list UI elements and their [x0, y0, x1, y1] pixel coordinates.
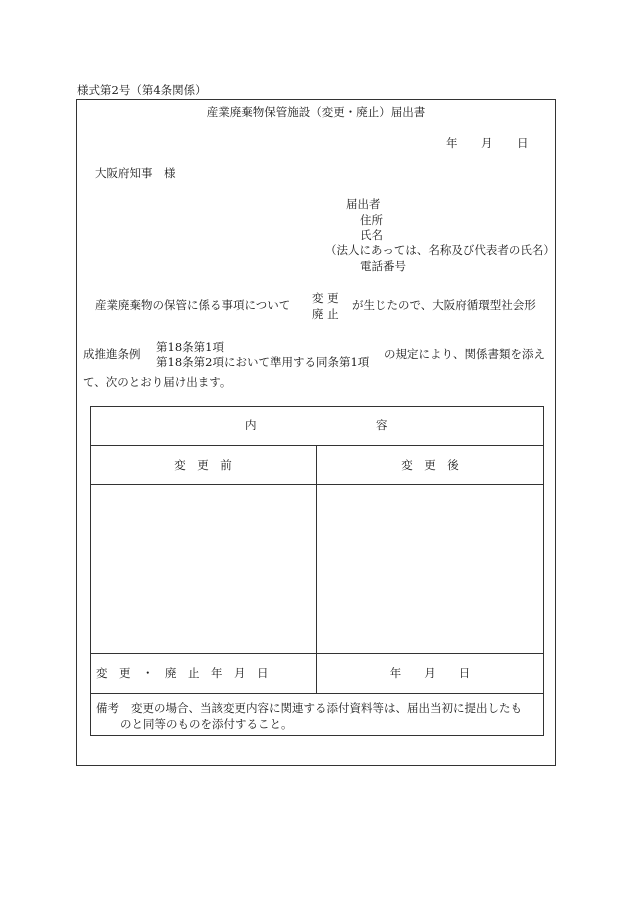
- notifier-address-label: 住所: [360, 213, 383, 227]
- form-number: 様式第2号（第4条関係）: [77, 83, 207, 97]
- change-abolish-date-value: 年 月 日: [389, 666, 471, 680]
- remarks-label: 備考: [96, 701, 119, 715]
- choice-change: 変 更: [312, 291, 339, 305]
- change-abolish-date-label: 変 更 ・ 廃 止 年 月 日: [96, 666, 269, 680]
- body-line3: て、次のとおり届け出ます。: [83, 375, 232, 389]
- after-change-cell[interactable]: [317, 485, 543, 652]
- date-day: 日: [517, 136, 529, 150]
- date-year: 年: [446, 136, 458, 150]
- notifier-phone-label: 電話番号: [360, 259, 406, 273]
- notifier-name-label: 氏名: [360, 228, 383, 242]
- notifier-corporate-note: （法人にあっては、名称及び代表者の氏名）: [325, 243, 555, 257]
- table-divider: [90, 693, 544, 694]
- body-line2-prefix: 成推進条例: [83, 347, 141, 361]
- body-line1-prefix: 産業廃棄物の保管に係る事項について: [95, 298, 291, 312]
- after-change-header: 変 更 後: [401, 458, 459, 472]
- article-option-2: 第18条第2項において準用する同条第1項: [156, 355, 370, 369]
- before-change-header: 変 更 前: [174, 458, 232, 472]
- body-line2-suffix: の規定により、関係書類を添え: [384, 347, 545, 361]
- choice-abolish: 廃 止: [312, 307, 339, 321]
- table-divider: [90, 445, 544, 446]
- remarks-line1: 変更の場合、当該変更内容に関連する添付資料等は、届出当初に提出したも: [131, 701, 522, 715]
- before-change-cell[interactable]: [91, 485, 315, 652]
- table-divider: [90, 653, 544, 654]
- page-title: 産業廃棄物保管施設（変更・廃止）届出書: [206, 105, 426, 119]
- table-header-contents-right: 容: [376, 418, 388, 432]
- body-line1-suffix: が生じたので、大阪府循環型社会形: [352, 298, 536, 312]
- remarks-line2: のと同等のものを添付すること。: [120, 717, 293, 731]
- notifier-label: 届出者: [346, 197, 381, 211]
- addressee: 大阪府知事 様: [95, 166, 176, 180]
- table-header-contents-left: 内: [245, 418, 257, 432]
- date-month: 月: [481, 136, 493, 150]
- article-option-1: 第18条第1項: [156, 340, 224, 354]
